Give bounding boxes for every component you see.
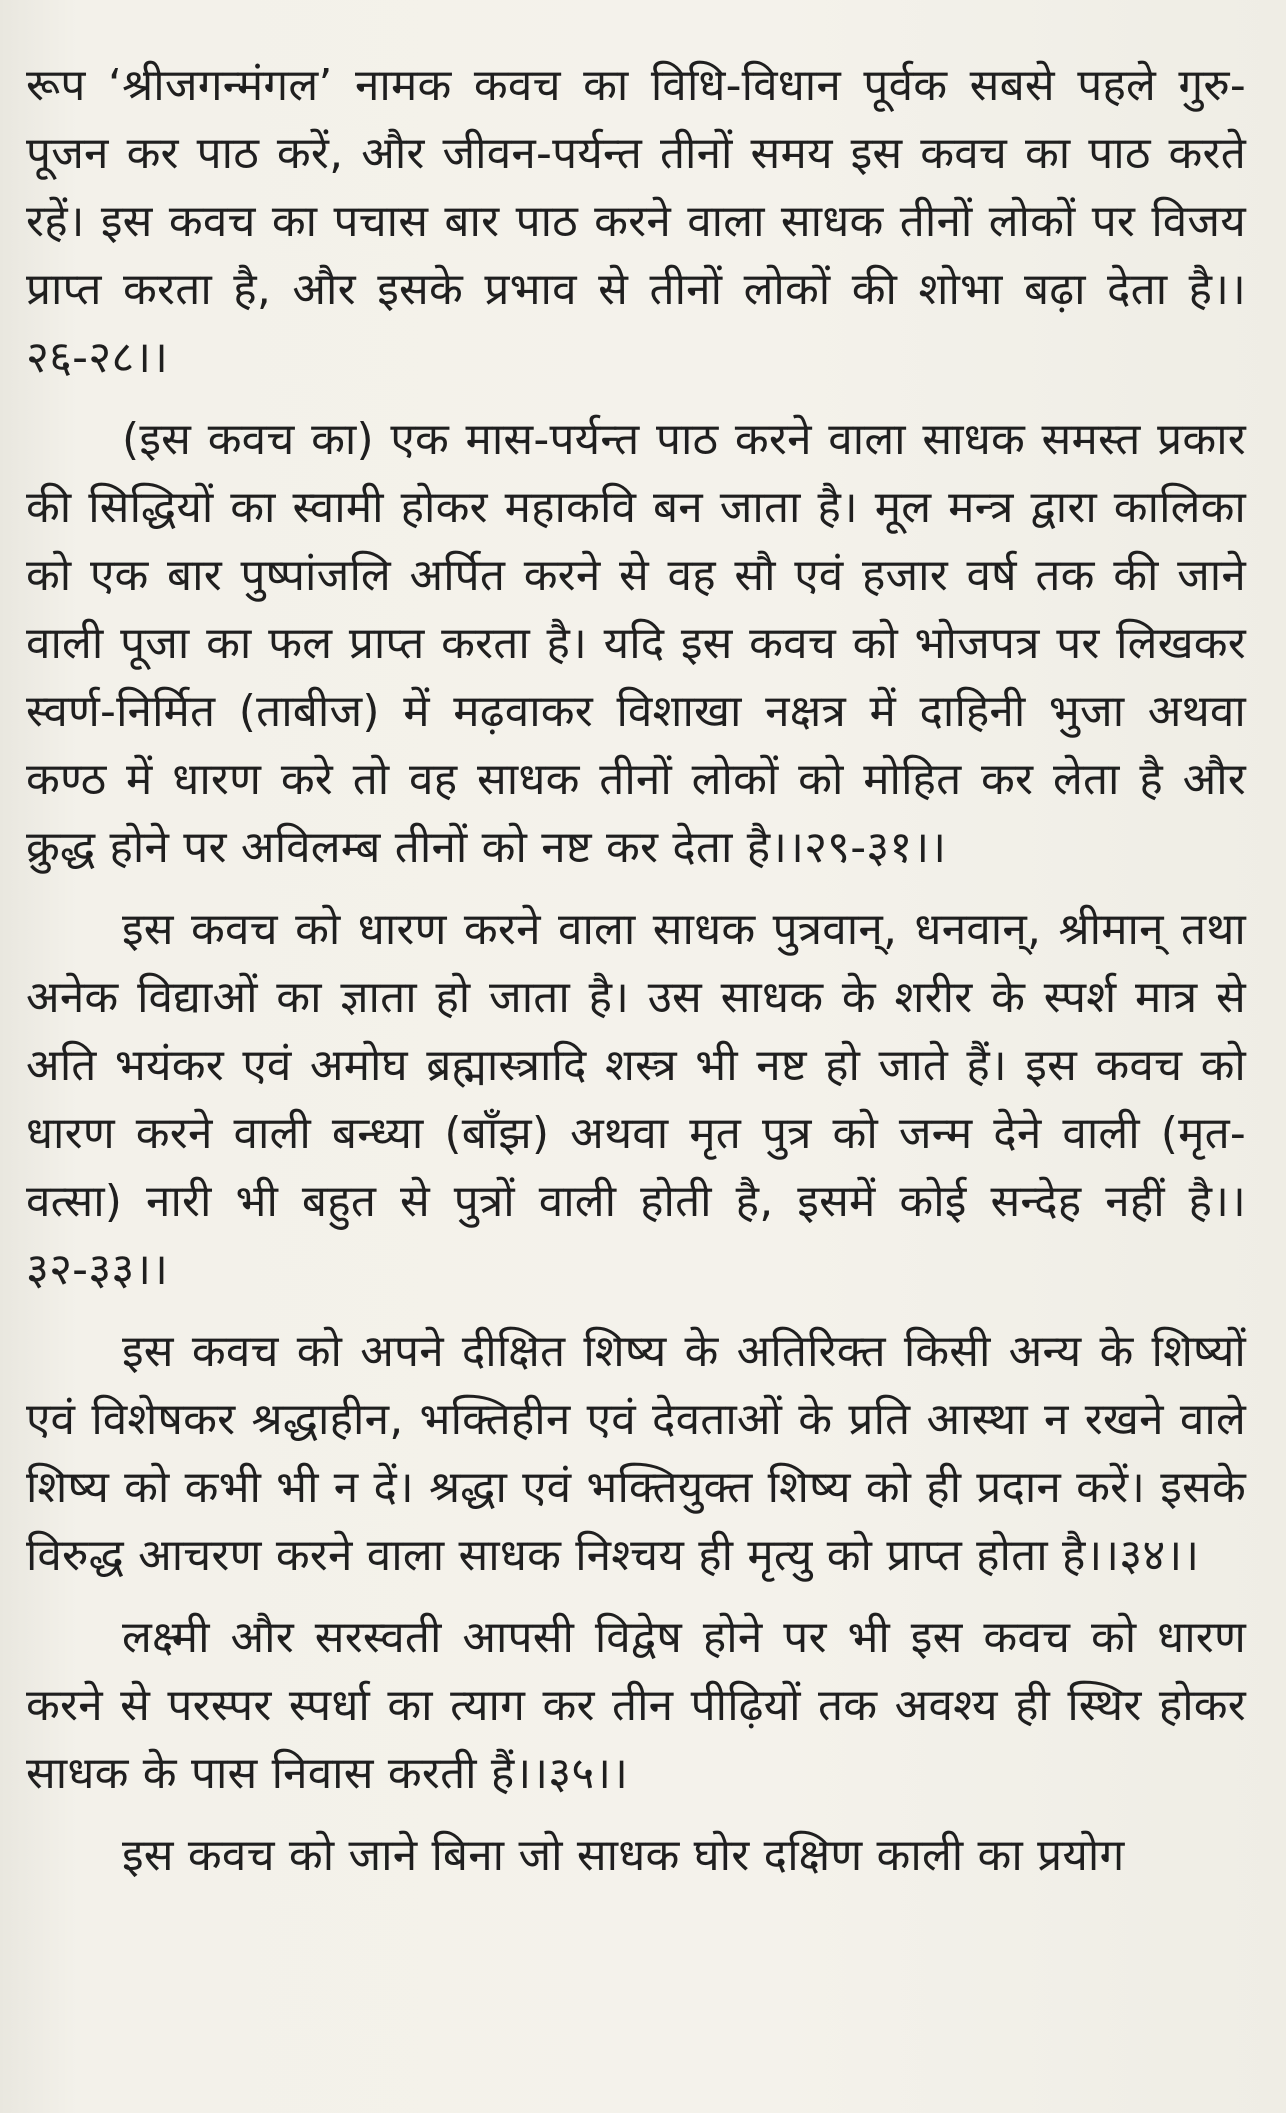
paragraph-35: लक्ष्मी और सरस्वती आपसी विद्वेष होने पर भी इस कवच को धारण करने से परस्पर स्पर्धा का त्याग कर तीन पीढ़ियों तक अवश्य ही स्थिर होकर साधक के पास निवास करती हैं।।३५।। — [26, 1612, 1246, 1799]
page-text — [26, 52, 1246, 1890]
paragraph-continued: इस कवच को जाने बिना जो साधक घोर दक्षिण काली का प्रयोग — [122, 1830, 1125, 1881]
paragraph-32-33: इस कवच को धारण करने वाला साधक पुत्रवान्, धनवान्, श्रीमान् तथा अनेक विद्याओं का ज्ञाता हो जाता है। उस साधक के शरीर के स्पर्श मात्र से अति भयंकर एवं अमोघ ब्रह्मास्त्रादि शस्त्र भी नष्ट हो जाते हैं। इस कवच को धारण करने वाली बन्ध्या (बाँझ) अथवा मृत पुत्र को जन्म देने वाली (मृत-वत्सा) नारी भी बहुत से पुत्रों वाली होती है, इसमें कोई सन्देह नहीं है।।३२-३३।। — [26, 904, 1246, 1295]
paragraph-29-31: (इस कवच का) एक मास-पर्यन्त पाठ करने वाला साधक समस्त प्रकार की सिद्धियों का स्वामी होकर महाकवि बन जाता है। मूल मन्त्र द्वारा कालिका को एक बार पुष्पांजलि अर्पित करने से वह सौ एवं हजार वर्ष तक की जाने वाली पूजा का फल प्राप्त करता है। यदि इस कवच को भोजपत्र पर लिखकर स्वर्ण-निर्मित (ताबीज) में मढ़वाकर विशाखा नक्षत्र में दाहिनी भुजा अथवा कण्ठ में धारण करे तो वह साधक तीनों लोकों को मोहित कर लेता है और क्रुद्ध होने पर अविलम्ब तीनों को नष्ट कर देता है।।२९-३१।। — [26, 414, 1246, 873]
paragraph-34: इस कवच को अपने दीक्षित शिष्य के अतिरिक्त किसी अन्य के शिष्यों एवं विशेषकर श्रद्धाहीन, भक्तिहीन एवं देवताओं के प्रति आस्था न रखने वाले शिष्य को कभी भी न दें। श्रद्धा एवं भक्तियुक्त शिष्य को ही प्रदान करें। इसके विरुद्ध आचरण करने वाला साधक निश्चय ही मृत्यु को प्राप्त होता है।।३४।। — [26, 1326, 1246, 1581]
paragraph-26-28: रूप ‘श्रीजगन्मंगल’ नामक कवच का विधि-विधान पूर्वक सबसे पहले गुरु-पूजन कर पाठ करें, और जीवन-पर्यन्त तीनों समय इस कवच का पाठ करते रहें। इस कवच का पचास बार पाठ करने वाला साधक तीनों लोकों पर विजय प्राप्त करता है, और इसके प्रभाव से तीनों लोकों की शोभा बढ़ा देता है।।२६-२८।। — [26, 60, 1246, 383]
